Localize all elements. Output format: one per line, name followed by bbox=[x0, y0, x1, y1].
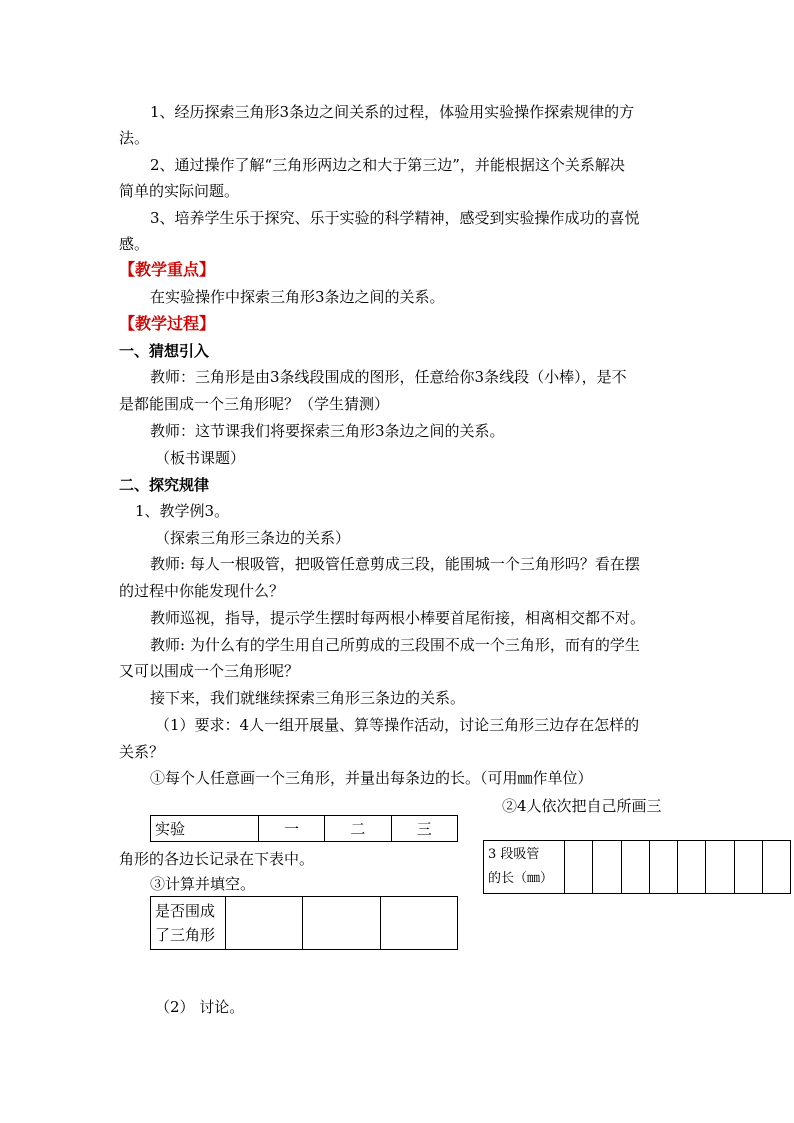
section-2-line: 接下来，我们就继续探索三角形三条边的关系。 bbox=[150, 689, 466, 707]
section-2-line: ①每个人任意画一个三角形，并量出每条边的长。（可用㎜作单位） bbox=[150, 769, 593, 787]
experiment-header-table bbox=[150, 815, 458, 842]
straw-length-cell[interactable] bbox=[621, 841, 649, 894]
section-2-line: 1、教学例3。 bbox=[135, 502, 230, 520]
section-1-line: 教师：三角形是由3条线段围成的图形，任意给你3条线段（小棒），是不 bbox=[150, 368, 627, 386]
section-2-line: 教师: 每人一根吸管，把吸管任意剪成三段，能围城一个三角形吗？看在摆 bbox=[150, 555, 640, 573]
discussion-line: （2） 讨论。 bbox=[155, 998, 245, 1016]
table-cell: 三 bbox=[391, 816, 457, 842]
objective-3: 3、培养学生乐于探究、乐于实验的科学精神，感受到实验操作成功的喜悦 bbox=[150, 209, 640, 227]
objective-3-cont: 感。 bbox=[119, 235, 150, 253]
objective-1-cont: 法。 bbox=[119, 129, 150, 147]
triangle-result-cell[interactable] bbox=[380, 897, 457, 950]
straw-length-cell[interactable] bbox=[734, 841, 762, 894]
triangle-result-cell[interactable] bbox=[303, 897, 380, 950]
key-point-text: 在实验操作中探索三角形3条边之间的关系。 bbox=[150, 288, 445, 306]
section-1-heading: 一、猜想引入 bbox=[119, 342, 210, 360]
key-point-heading: 【教学重点】 bbox=[119, 260, 216, 279]
straw-length-cell[interactable] bbox=[762, 841, 790, 894]
section-2-line: 的过程中你能发现什么？ bbox=[119, 582, 285, 600]
table-cell: 一 bbox=[258, 816, 324, 842]
straw-label-line2: 的长（㎜） bbox=[488, 871, 554, 886]
section-2-line: （探索三角形三条边的关系） bbox=[155, 529, 351, 547]
section-2-line: （1）要求：4人一组开展量、算等操作活动，讨论三角形三边存在怎样的 bbox=[155, 716, 640, 734]
section-1-line: 教师：这节课我们将要探索三角形3条边之间的关系。 bbox=[150, 422, 505, 440]
section-2-line: 教师: 为什么有的学生用自己所剪成的三段围不成一个三角形，而有的学生 bbox=[150, 636, 640, 654]
straw-length-cell[interactable] bbox=[706, 841, 734, 894]
section-2-line: 又可以围成一个三角形呢？ bbox=[119, 662, 300, 680]
triangle-result-cell[interactable] bbox=[226, 897, 303, 950]
triangle-result-label: 是否围成了三角形 bbox=[151, 897, 226, 950]
table-cell: 二 bbox=[325, 816, 391, 842]
straw-length-label bbox=[484, 841, 565, 894]
section-1-line: 是都能围成一个三角形呢？（学生猜测） bbox=[119, 395, 390, 413]
straw-length-cell[interactable] bbox=[593, 841, 621, 894]
section-2-heading: 二、探究规律 bbox=[119, 476, 210, 494]
section-2-line: ②4人依次把自己所画三 bbox=[502, 797, 662, 815]
objective-1: 1、经历探索三角形3条边之间关系的过程，体验用实验操作探索规律的方 bbox=[150, 103, 635, 121]
section-2-line: ③计算并填空。 bbox=[150, 875, 256, 893]
straw-length-cell[interactable] bbox=[565, 841, 593, 894]
straw-length-table bbox=[483, 840, 791, 894]
section-1-line: （板书课题） bbox=[155, 449, 246, 467]
objective-2: 2、通过操作了解“三角形两边之和大于第三边”，并能根据这个关系解决 bbox=[150, 156, 625, 174]
section-2-line: 关系？ bbox=[119, 743, 165, 761]
straw-length-cell[interactable] bbox=[678, 841, 706, 894]
section-2-line: 角形的各边长记录在下表中。 bbox=[119, 850, 315, 868]
objective-2-cont: 简单的实际问题。 bbox=[119, 182, 240, 200]
straw-label-line1: 3 段吸管 bbox=[488, 847, 540, 862]
triangle-result-table bbox=[150, 896, 458, 950]
table-cell: 实验 bbox=[151, 816, 259, 842]
straw-length-cell[interactable] bbox=[649, 841, 677, 894]
process-heading: 【教学过程】 bbox=[119, 314, 216, 333]
section-2-line: 教师巡视，指导，提示学生摆时每两根小棒要首尾衔接，相离相交都不对。 bbox=[150, 609, 646, 627]
